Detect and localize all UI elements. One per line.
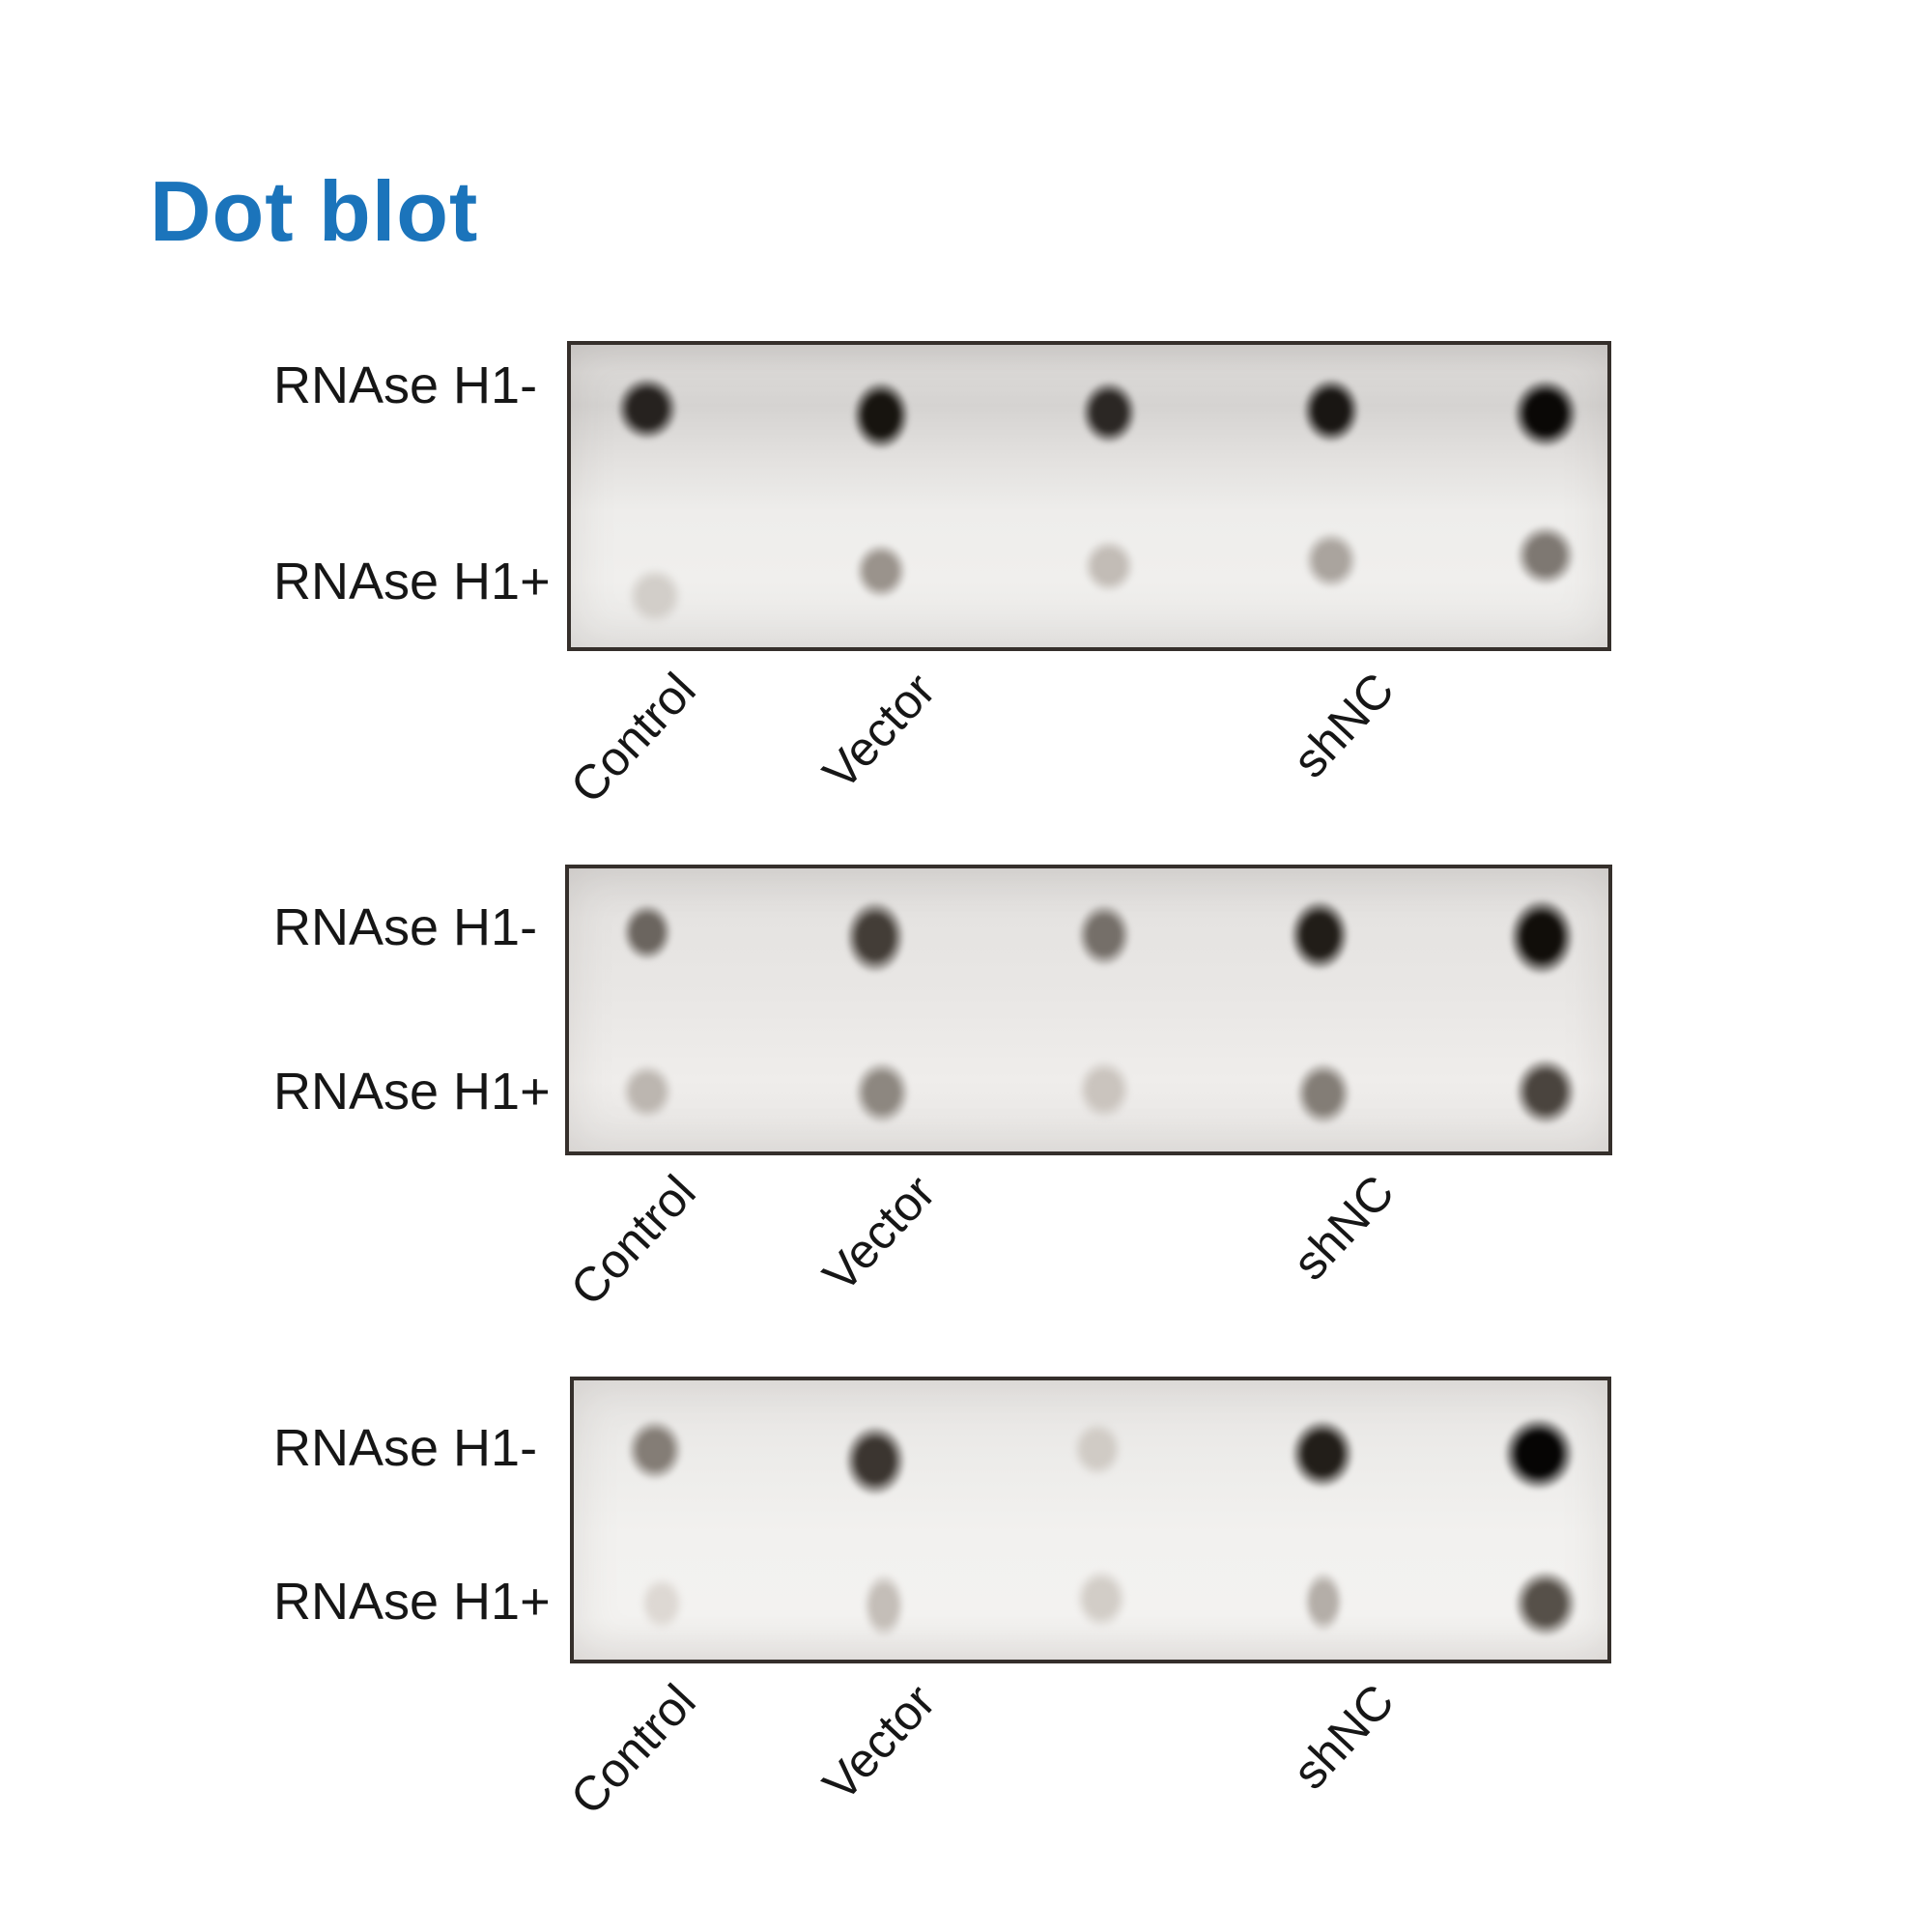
blot-dot-blot-panel-1-row0-lane4 (1302, 378, 1360, 443)
blot-dot-blot-panel-2-row0-lane2 (845, 900, 905, 974)
blot-dot-blot-panel-2-row1-lane4 (1295, 1062, 1351, 1125)
blot-panel-1 (567, 341, 1611, 651)
blot-dot-blot-panel-1-row0-lane1 (616, 377, 678, 440)
col-label-control-p1: Control (559, 662, 706, 814)
col-label-vector-p1: Vector (812, 662, 946, 800)
blot-dot-blot-panel-2-row1-lane5 (1515, 1058, 1577, 1125)
col-label-shnc-p3: shNC (1282, 1673, 1405, 1800)
row-label-rnase-h1-plus-p3: RNAse H1+ (273, 1573, 551, 1631)
blot-dot-blot-panel-3-row0-lane3 (1072, 1421, 1122, 1477)
blot-dot-blot-panel-1-row1-lane1 (627, 567, 683, 625)
blot-dot-blot-panel-1-row0-lane5 (1513, 379, 1578, 448)
col-label-shnc-p2: shNC (1282, 1164, 1405, 1291)
blot-dot-blot-panel-3-row1-lane4 (1303, 1571, 1344, 1633)
blot-dot-blot-panel-1-row1-lane5 (1516, 525, 1576, 586)
blot-dot-blot-panel-2-row1-lane2 (854, 1061, 910, 1124)
row-label-rnase-h1-plus-p1: RNAse H1+ (273, 553, 551, 611)
col-label-shnc-p1: shNC (1282, 662, 1405, 788)
blot-dot-blot-panel-1-row1-lane2 (855, 543, 907, 599)
col-label-control-p3: Control (559, 1673, 706, 1826)
blot-dot-blot-panel-3-row0-lane1 (627, 1419, 683, 1481)
col-label-vector-p3: Vector (812, 1673, 946, 1811)
blot-dot-blot-panel-2-row0-lane1 (622, 903, 672, 961)
blot-dot-blot-panel-3-row0-lane2 (844, 1425, 906, 1496)
row-label-rnase-h1-minus-p3: RNAse H1- (273, 1419, 538, 1477)
col-label-vector-p2: Vector (812, 1164, 946, 1302)
blot-dot-blot-panel-2-row0-lane5 (1509, 898, 1575, 976)
blot-dot-blot-panel-1-row0-lane3 (1081, 381, 1137, 444)
blot-dot-blot-panel-1-row0-lane2 (852, 381, 910, 450)
row-label-rnase-h1-minus-p2: RNAse H1- (273, 898, 538, 956)
blot-dot-blot-panel-1-row1-lane3 (1083, 539, 1135, 593)
col-label-control-p2: Control (559, 1164, 706, 1317)
blot-dot-blot-panel-2-row0-lane3 (1077, 903, 1131, 967)
blot-dot-blot-panel-3-row1-lane3 (1075, 1569, 1127, 1629)
row-label-rnase-h1-minus-p1: RNAse H1- (273, 356, 538, 414)
blot-dot-blot-panel-2-row0-lane4 (1290, 899, 1350, 971)
blot-dot-blot-panel-2-row1-lane3 (1077, 1060, 1131, 1120)
blot-dot-blot-panel-3-row1-lane2 (863, 1573, 905, 1638)
blot-dot-blot-panel-3-row1-lane1 (639, 1577, 684, 1631)
row-label-rnase-h1-plus-p2: RNAse H1+ (273, 1063, 551, 1121)
blot-dot-blot-panel-1-row1-lane4 (1304, 531, 1358, 589)
blot-dot-blot-panel-2-row1-lane1 (621, 1064, 673, 1120)
blot-dot-blot-panel-3-row0-lane4 (1291, 1419, 1354, 1489)
blot-dot-blot-panel-3-row1-lane5 (1514, 1570, 1577, 1637)
page-title: Dot blot (150, 162, 479, 259)
blot-dot-blot-panel-3-row0-lane5 (1503, 1417, 1575, 1491)
